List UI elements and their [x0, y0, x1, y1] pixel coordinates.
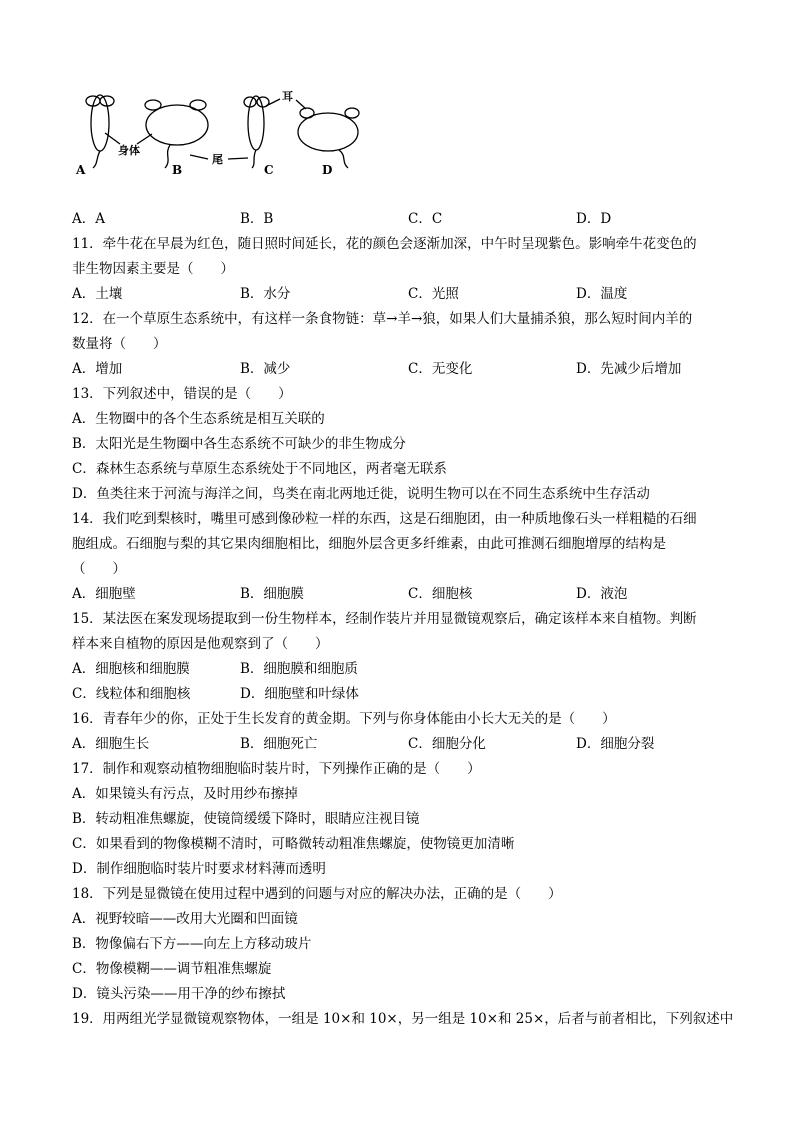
q18-option-b: B．物像偏右下方——向左上方移动玻片 — [72, 936, 312, 952]
figure-c-tail — [252, 150, 256, 168]
q16-option-d: D．细胞分裂 — [576, 736, 655, 752]
figure-d-ear — [345, 108, 359, 118]
q13-option-b: B．太阳光是生物圈中各生态系统不可缺少的非生物成分 — [72, 436, 406, 452]
q16-option-c: C．细胞分化 — [408, 736, 486, 752]
figure-b-body — [146, 105, 208, 145]
q12-option-a: A．增加 — [72, 361, 123, 377]
q16-option-b: B．细胞死亡 — [240, 736, 318, 752]
figure-b-ear — [145, 100, 161, 110]
q19-stem-line: 19．用两组光学显微镜观察物体，一组是 10×和 10×，另一组是 10×和 25×，后者与前者相比，下列叙述中 — [72, 1011, 734, 1027]
q10-option-d: D．D — [576, 211, 612, 227]
figure-label-b: B — [172, 163, 183, 177]
q12-stem-line: 12．在一个草原生态系统中，有这样一条食物链：草→羊→狼，如果人们大量捕杀狼，那么短时间内羊的 — [72, 311, 693, 327]
figure-label-c: C — [264, 163, 274, 177]
q16-option-a: A．细胞生长 — [72, 736, 150, 752]
q10-option-c: C．C — [408, 211, 443, 227]
q11-stem-line: 非生物因素主要是（ ） — [72, 261, 234, 277]
figure-a-body — [91, 95, 109, 151]
q12-option-d: D．先减少后增加 — [576, 361, 682, 377]
q15-stem-line: 样本来自植物的原因是他观察到了（ ） — [72, 636, 329, 652]
q15-option-a: A．细胞核和细胞膜 — [72, 661, 190, 677]
q17-option-c: C．如果看到的物像模糊不清时，可略微转动粗准焦螺旋，使物镜更加清晰 — [72, 836, 515, 852]
q12-option-b: B．减少 — [240, 361, 291, 377]
q18-option-d: D．镜头污染——用干净的纱布擦拭 — [72, 986, 286, 1002]
q13-option-c: C．森林生态系统与草原生态系统处于不同地区，两者毫无联系 — [72, 461, 447, 477]
q13-option-a: A．生物圈中的各个生态系统是相互关联的 — [72, 411, 325, 427]
q12-option-c: C．无变化 — [408, 361, 473, 377]
figure-d-tail — [339, 150, 348, 168]
figure-label-d: D — [322, 163, 333, 177]
figure-label-ear: 耳 — [282, 90, 293, 103]
figure-label-body: 身体 — [118, 144, 140, 157]
q18-option-a: A．视野较暗——改用大光圈和凹面镜 — [72, 911, 298, 927]
q11-option-a: A．土壤 — [72, 286, 123, 302]
q14-stem-line: 14．我们吃到梨核时，嘴里可感到像砂粒一样的东西，这是石细胞团，由一种质地像石头一样粗糙的石细 — [72, 511, 697, 527]
q17-option-b: B．转动粗准焦螺旋，使镜筒缓缓下降时，眼睛应注视目镜 — [72, 811, 420, 827]
q11-stem-line: 11．牵牛花在早晨为红色，随日照时间延长，花的颜色会逐渐加深，中午时呈现紫色。影响牵牛花变色的 — [72, 236, 697, 252]
q11-option-c: C．光照 — [408, 286, 459, 302]
q14-stem-line: 胞组成。石细胞与梨的其它果肉细胞相比，细胞外层含更多纤维素，由此可推测石细胞增厚的结构是 — [72, 536, 666, 552]
q13-option-d: D．鱼类往来于河流与海洋之间，鸟类在南北两地迁徙，说明生物可以在不同生态系统中生存活动 — [72, 486, 650, 502]
q15-option-b: B．细胞膜和细胞质 — [240, 661, 358, 677]
q16-stem-line: 16．青春年少的你，正处于生长发育的黄金期。下列与你身体能由小长大无关的是（ ） — [72, 711, 616, 727]
figure-b-tail — [165, 145, 170, 168]
figure-label-tail: 尾 — [212, 153, 223, 166]
figure-b-ear — [190, 100, 206, 110]
q14-option-a: A．细胞壁 — [72, 586, 136, 602]
tadpole-figure — [60, 88, 390, 188]
q12-stem-line: 数量将（ ） — [72, 336, 167, 352]
q15-option-c: C．线粒体和细胞核 — [72, 686, 191, 702]
q14-option-c: C．细胞核 — [408, 586, 473, 602]
q18-stem-line: 18．下列是显微镜在使用过程中遇到的问题与对应的解决办法，正确的是（ ） — [72, 886, 562, 902]
q11-option-d: D．温度 — [576, 286, 628, 302]
figure-label-a: A — [76, 163, 86, 177]
q14-stem-line: （ ） — [72, 561, 126, 577]
q17-option-d: D．制作细胞临时装片时要求材料薄而透明 — [72, 861, 326, 877]
q10-option-a: A．A — [72, 211, 105, 227]
figure-d-ear — [300, 108, 314, 118]
q17-option-a: A．如果镜头有污点，及时用纱布擦掉 — [72, 786, 298, 802]
figure-d-body — [298, 113, 358, 151]
q15-option-d: D．细胞壁和叶绿体 — [240, 686, 359, 702]
q13-stem-line: 13．下列叙述中，错误的是（ ） — [72, 386, 292, 402]
figure-a-tail — [93, 151, 100, 168]
q14-option-b: B．细胞膜 — [240, 586, 304, 602]
q10-option-b: B．B — [240, 211, 274, 227]
q11-option-b: B．水分 — [240, 286, 291, 302]
q15-stem-line: 15．某法医在案发现场提取到一份生物样本，经制作装片并用显微镜观察后，确定该样本来自植物。判断 — [72, 611, 697, 627]
q17-stem-line: 17．制作和观察动植物细胞临时装片时，下列操作正确的是（ ） — [72, 761, 481, 777]
q18-option-c: C．物像模糊——调节粗准焦螺旋 — [72, 961, 272, 977]
q14-option-d: D．液泡 — [576, 586, 628, 602]
